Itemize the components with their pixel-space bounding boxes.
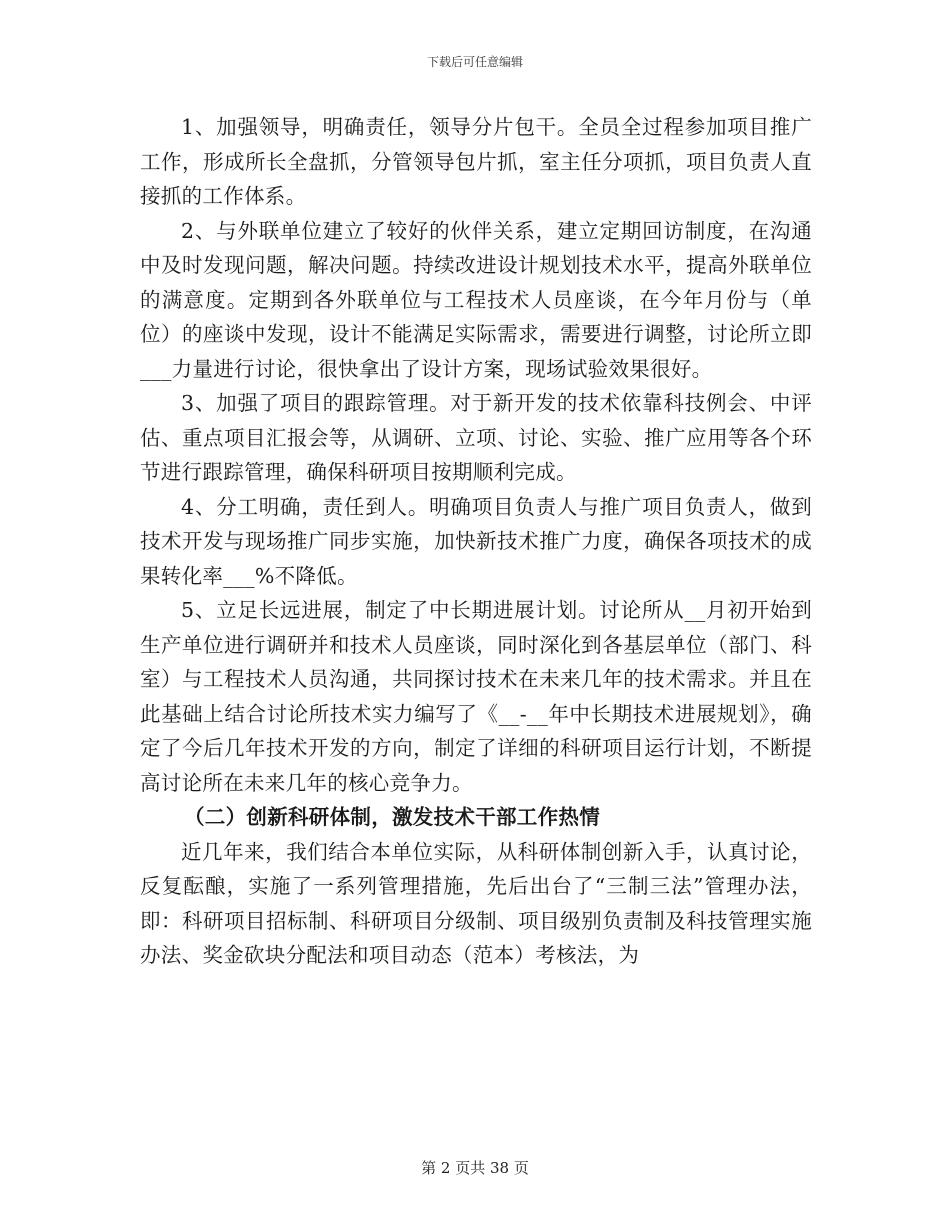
paragraph-2: 2、与外联单位建立了较好的伙伴关系，建立定期回访制度，在沟通中及时发现问题，解决问题。持续改进设计规划技术水平，提高外联单位的满意度。定期到各外联单位与工程技术人员座谈，在今年月份与（单位）的座谈中发现，设计不能满足实际需求，需要进行调整，讨论所立即___力量进行讨论，很快拿出了设计方案，现场试验效果很好。 [140,218,812,381]
paragraph-1: 1、加强领导，明确责任，领导分片包干。全员全过程参加项目推广工作，形成所长全盘抓，分管领导包片抓，室主任分项抓，项目负责人直接抓的工作体系。 [140,115,812,208]
document-body [140,110,812,973]
section-heading: （二）创新科研体制，激发技术干部工作热情 [184,805,600,829]
paragraph-3: 3、加强了项目的跟踪管理。对于新开发的技术依靠科技例会、中评估、重点项目汇报会等，从调研、立项、讨论、实验、推广应用等各个环节进行跟踪管理，确保科研项目按期顺利完成。 [140,391,812,484]
paragraph-6: 近几年来，我们结合本单位实际，从科研体制创新入手，认真讨论，反复酝酿，实施了一系列管理措施，先后出台了“三制三法”管理办法，即：科研项目招标制、科研项目分级制、项目级别负责制及科技管理实施办法、奖金砍块分配法和项目动态（范本）考核法，为 [140,839,812,967]
page-footer: 第 2 页共 38 页 [421,1159,529,1177]
paragraph-4: 4、分工明确，责任到人。明确项目负责人与推广项目负责人，做到技术开发与现场推广同步实施，加快新技术推广力度，确保各项技术的成果转化率___%不降低。 [140,494,812,588]
page-header: 下载后可任意编辑 [426,55,523,69]
paragraph-5: 5、立足长远进展，制定了中长期进展计划。讨论所从__月初开始到生产单位进行调研并和技术人员座谈，同时深化到各基层单位（部门、科室）与工程技术人员沟通，共同探讨技术在未来几年的技术需求。并且在此基础上结合讨论所技术实力编写了《__-__年中长期技术进展规划》，确定了今后几年技术开发的方向，制定了详细的科研项目运行计划，不断提高讨论所在未来几年的核心竞争力。 [140,598,812,795]
